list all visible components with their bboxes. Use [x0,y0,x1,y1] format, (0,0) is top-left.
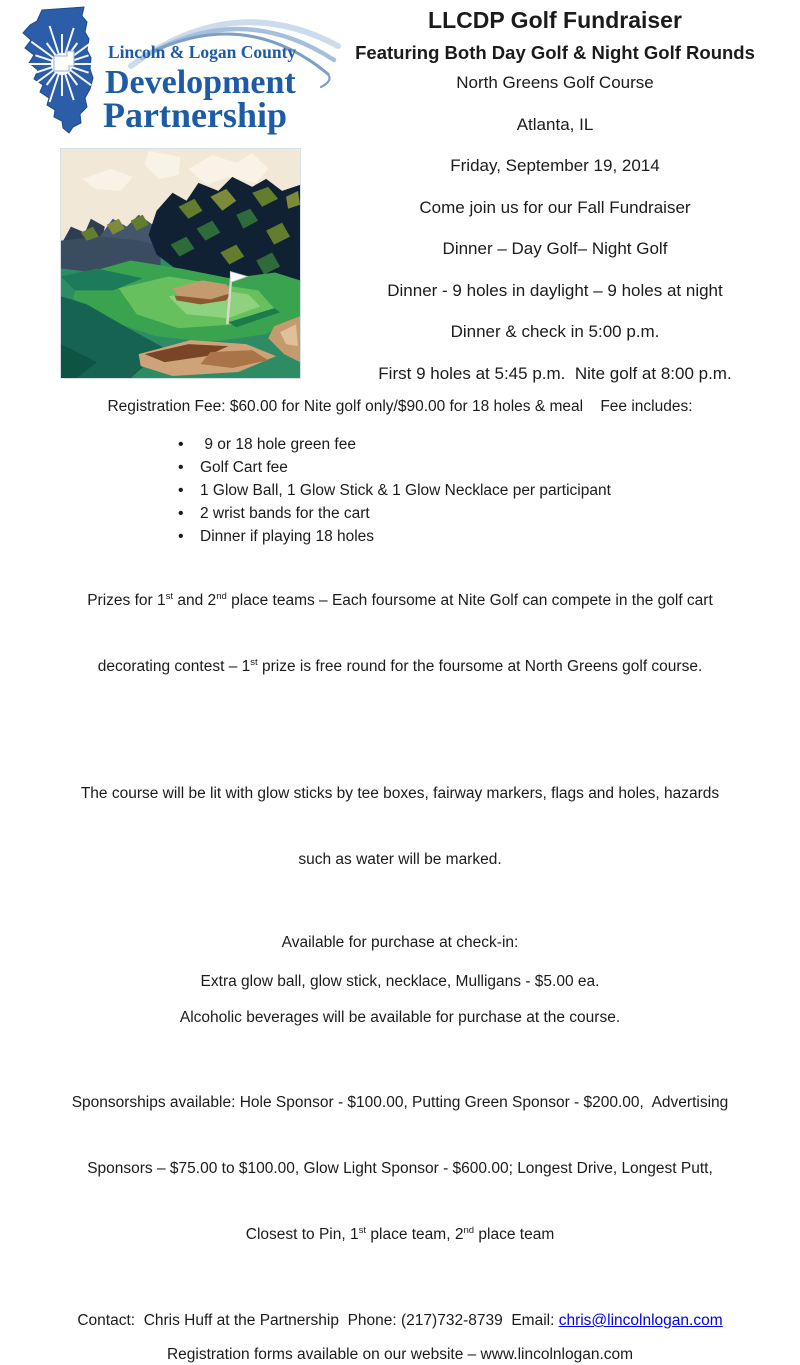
purchase-items-line: Extra glow ball, glow stick, necklace, Mulligans - $5.00 ea. [200,973,600,990]
email-link[interactable]: chris@lincolnlogan.com [558,1312,723,1329]
sponsorships-paragraph [0,1048,800,1290]
header-line-checkin: Dinner & check in 5:00 p.m. [450,322,660,341]
fee-item: • 2 wrist bands for the cart [176,502,736,525]
header-line-venue: North Greens Golf Course [456,73,654,92]
fee-item: • Dinner if playing 18 holes [176,525,736,548]
fee-includes-list [176,433,736,548]
alcohol-line: Alcoholic beverages will be available for purchase at the course. [179,1009,621,1026]
header-line-invite: Come join us for our Fall Fundraiser [419,197,691,217]
fee-item: • 1 Glow Ball, 1 Glow Stick & 1 Glow Necklace per participant [176,479,736,502]
llcdp-logo [6,4,340,146]
golf-course-illustration [60,148,301,379]
contact-line: Contact: Chris Huff at the Partnership Phone: (217)732-8739 Email: chris@lincolnlogan.com [77,1312,723,1329]
sponsorships-line-1: Sponsorships available: Hole Sponsor - $100.00, Putting Green Sponsor - $200.00, Advertising [71,1094,729,1111]
illinois-state-icon [20,7,102,133]
event-header [325,6,785,385]
sponsorships-line-2: Sponsors – $75.00 to $100.00, Glow Light Sponsor - $600.00; Longest Drive, Longest Putt, [87,1160,713,1177]
header-line-holes: Dinner - 9 holes in daylight – 9 holes at night [387,280,723,300]
course-line-1: The course will be lit with glow sticks by tee boxes, fairway markers, flags and holes, hazards [80,785,720,802]
course-lighting-paragraph [0,739,800,915]
logo-org-line2: Development [105,64,296,101]
header-line-city: Atlanta, IL [516,114,594,134]
logo-org-line1: Lincoln & Logan County [108,42,297,62]
registration-forms-line: Registration forms available on our website – www.lincolnlogan.com [166,1346,634,1363]
course-line-2: such as water will be marked. [298,851,502,868]
fee-item: • Golf Cart fee [176,456,736,479]
header-line-teetimes: First 9 holes at 5:45 p.m. Nite golf at 8:00 p.m. [378,363,732,383]
flyer-body [0,392,800,1365]
registration-fee-line: Registration Fee: $60.00 for Nite golf only/$90.00 for 18 holes & meal Fee includes: [107,398,693,415]
logo-org-line3: Partnership [103,95,287,135]
sponsorships-line-3: Closest to Pin, 1st place team, 2nd place team [245,1224,555,1243]
page-title: LLCDP Golf Fundraiser [428,7,682,33]
header-line-program: Dinner – Day Golf– Night Golf [442,239,668,258]
prizes-line-1: Prizes for 1st and 2nd place teams – Each foursome at Nite Golf can compete in the golf cart [87,590,713,609]
prizes-paragraph [0,546,800,722]
fee-item: • 9 or 18 hole green fee [176,433,736,456]
prizes-line-2: decorating contest – 1st prize is free round for the foursome at North Greens golf course. [97,656,703,675]
header-line-date: Friday, September 19, 2014 [450,156,660,175]
purchase-heading: Available for purchase at check-in: [281,934,519,951]
event-subtitle: Featuring Both Day Golf & Night Golf Rounds [355,42,755,63]
